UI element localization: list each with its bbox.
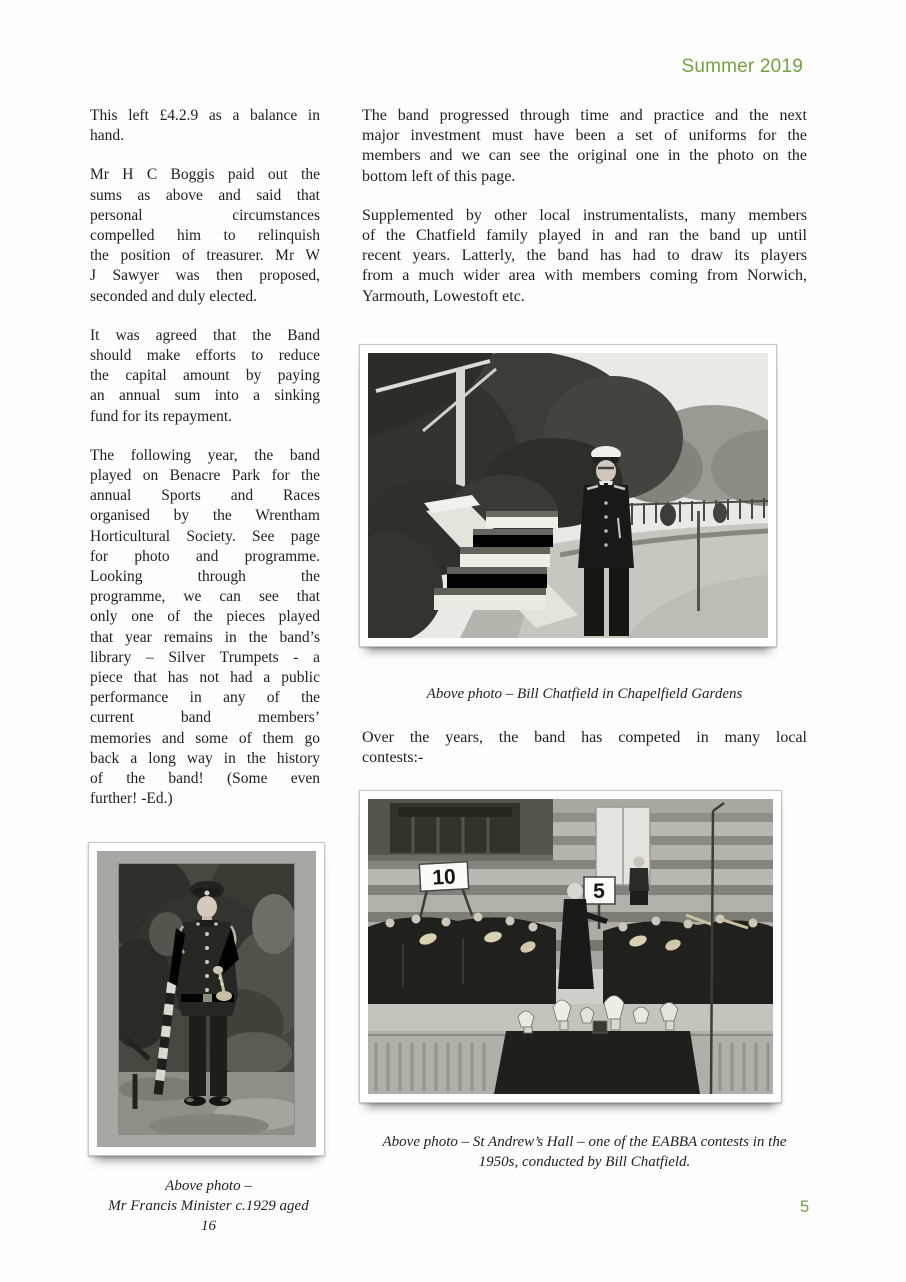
band-left-group	[368, 913, 556, 1010]
caption-francis-minister: Above photo – Mr Francis Minister c.1929 aged 16	[108, 1177, 309, 1234]
grass-ground	[119, 1072, 295, 1135]
band-right-group	[603, 915, 773, 1010]
francis-minister-photo-illustration	[118, 863, 295, 1135]
paragraph-benacre-park: The following year, the band played on Benacre Park for the annual Sports and Races organised by the Wrentham Horticultural Society. See page for photo and programme. Looking through the programme, we can see that only one of the pieces played that year remains in the band’s library – Silver Trumpets - a piece that has not had a public performance in any of the current band members’ memories and some of them go back a long way in the history of the band! (Some even further! -Ed.)	[90, 446, 320, 808]
bill-chatfield-photo-illustration	[368, 353, 768, 638]
photo-francis-minister	[88, 842, 325, 1156]
caption-bill-chatfield: Above photo – Bill Chatfield in Chapelfield Gardens	[426, 685, 743, 702]
photo-matte	[97, 851, 316, 1147]
paragraph-balance: This left £4.2.9 as a balance in hand.	[90, 107, 320, 145]
page-number: 5	[800, 1198, 810, 1216]
st-andrews-hall-photo-illustration	[368, 799, 773, 1094]
left-column	[90, 106, 320, 1236]
right-column	[362, 106, 807, 1172]
caption-st-andrews-hall: Above photo – St Andrew’s Hall – one of the EABBA contests in the 1950s, conducted by Bill Chatfield.	[382, 1134, 787, 1171]
sign-10-text: 10	[431, 865, 457, 890]
photo-st-andrews-hall	[359, 790, 782, 1103]
issue-date: Summer 2019	[681, 56, 803, 77]
paragraph-contests: Over the years, the band has competed in many local contests:-	[362, 728, 807, 767]
sign-5-text: 5	[593, 880, 605, 904]
photo-bill-chatfield	[359, 344, 777, 647]
paragraph-boggis: Mr H C Boggis paid out the sums as above and said that personal circumstances compelled him to relinquish the position of treasurer. Mr W J Sawyer was then proposed, seconded and duly elected.	[90, 166, 320, 305]
paragraph-chatfield-family: Supplemented by other local instrumentalists, many members of the Chatfield family played in and ran the band up until recent years. Latterly, the band has had to draw its players from a much wider area with members coming from Norwich, Yarmouth, Lowestoft etc.	[362, 206, 807, 305]
paragraph-uniforms: The band progressed through time and practice and the next major investment must have been a set of uniforms for the members and we can see the original one in the photo on the bottom left of this page.	[362, 107, 807, 185]
paragraph-sinking-fund: It was agreed that the Band should make efforts to reduce the capital amount by paying an annual sum into a sinking fund for its repayment.	[90, 326, 320, 425]
organ-balcony	[368, 799, 553, 861]
